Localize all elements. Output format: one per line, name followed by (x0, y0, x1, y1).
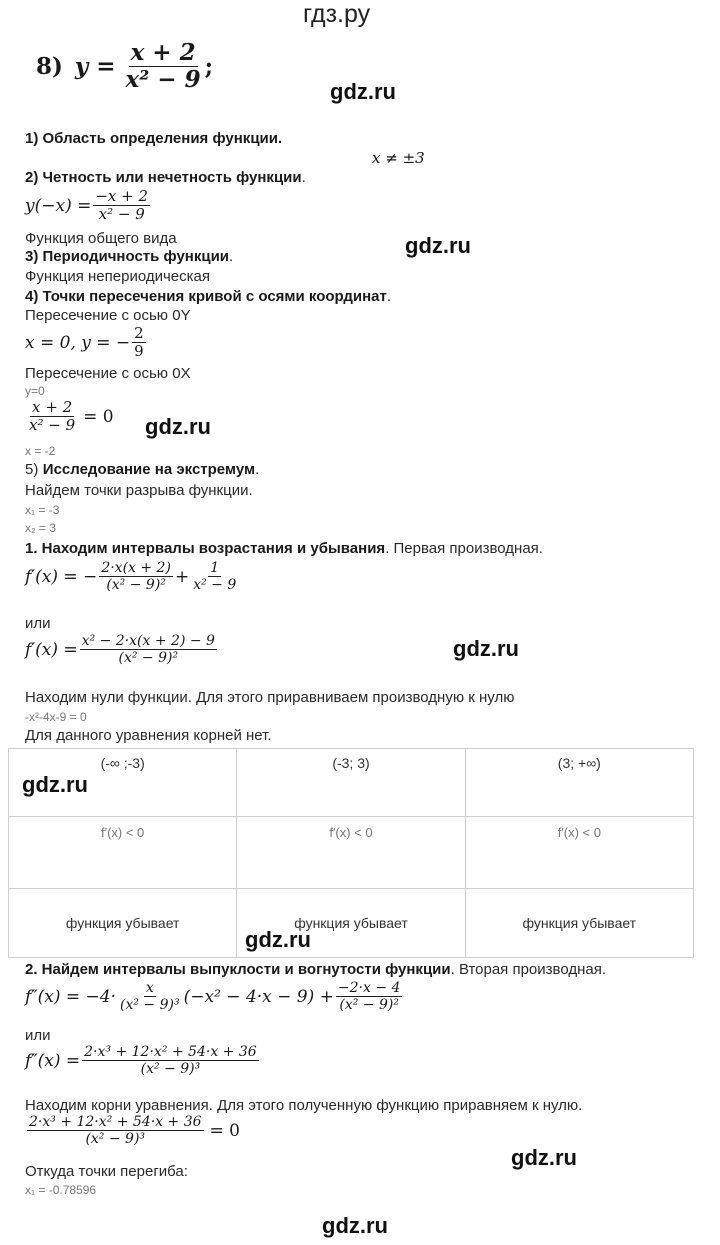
oy-equation: x = 0, y = − (25, 332, 131, 353)
parity-formula (25, 188, 152, 224)
task-fraction (124, 40, 203, 94)
interval-cell: (3; +∞) (465, 749, 693, 817)
sd-mid: (−x² − 4·x − 9) + (183, 986, 334, 1007)
ox-fraction (27, 399, 77, 435)
oy-fraction (132, 325, 146, 361)
y-zero: y=0 (25, 384, 45, 398)
sd2-num: 2·x³ + 12·x² + 54·x + 36 (84, 1044, 257, 1060)
section-2-title: 2) Четность или нечетность функции (25, 169, 302, 186)
fd-lhs: f′(x) = − (25, 566, 98, 587)
inflection-equation (25, 1114, 240, 1147)
ox-denominator: x² − 9 (29, 416, 76, 435)
section-5-dot: . (255, 461, 260, 478)
first-derivative-formula (25, 560, 240, 593)
inflection-text: Откуда точки перегиба: (25, 1163, 188, 1180)
sd2-lhs: f″(x) = (25, 1050, 81, 1071)
oy-label: Пересечение с осью 0Y (25, 307, 191, 324)
section-5-number: 5) (25, 461, 39, 478)
section-5-title: Исследование на экстремум (42, 461, 256, 478)
second-derivative-tail: . Вторая производная. (450, 961, 607, 978)
break-points-text: Найдем точки разрыва функции. (25, 482, 253, 499)
ox-formula (25, 399, 114, 435)
x-root: x = -2 (25, 444, 56, 458)
first-derivative-title: 1. Находим интервалы возрастания и убывания (25, 540, 386, 557)
sign-cell: f′(x) < 0 (9, 817, 237, 889)
eq-fraction (27, 1114, 204, 1147)
fd2-lhs: f′(x) = (25, 639, 78, 660)
sd-term2-num: −2·x − 4 (337, 980, 401, 996)
fd2-num: x² − 2·x(x + 2) − 9 (81, 633, 215, 649)
behaviour-cell: функция убывает (465, 889, 693, 958)
watermark: gdz.ru (330, 79, 396, 104)
parity-lhs: y(−x) = (25, 195, 92, 216)
sd-term1 (118, 980, 182, 1013)
task-denominator: x² − 9 (125, 66, 201, 94)
parity-fraction (93, 188, 150, 224)
intervals-row (9, 749, 694, 817)
second-derivative-formula (25, 980, 404, 1013)
behaviour-row (9, 889, 694, 958)
break-point-1: x₁ = -3 (25, 503, 60, 517)
section-5-heading (25, 461, 259, 479)
watermark: gdz.ru (405, 233, 471, 258)
task-numerator: x + 2 (130, 39, 196, 66)
fd-term1-num: 2·x(x + 2) (101, 560, 171, 576)
sd-lhs: f″(x) = −4· (25, 986, 117, 1007)
second-derivative-simplified (25, 1044, 261, 1077)
oy-denominator: 9 (134, 342, 144, 361)
task-semicolon: ; (204, 53, 214, 81)
watermark: gdz.ru (245, 927, 311, 952)
eq-den: (x² − 9)³ (85, 1131, 146, 1148)
sd-term1-den: (x² − 9)³ (120, 997, 180, 1014)
sd-term2-den: (x² − 9)² (339, 997, 399, 1014)
sign-cell: f′(x) < 0 (465, 817, 693, 889)
or-label-2: или (25, 1027, 51, 1044)
interval-cell: (-3; 3) (237, 749, 465, 817)
parity-denominator: x² − 9 (98, 205, 145, 224)
ox-numerator: x + 2 (32, 398, 73, 416)
parity-result: Функция общего вида (25, 230, 177, 247)
task-y: y = (74, 53, 116, 81)
sd-term2 (336, 980, 403, 1013)
first-derivative-tail: . Первая производная. (385, 540, 543, 557)
ox-label: Пересечение с осью 0X (25, 365, 191, 382)
section-3-dot: . (229, 248, 234, 265)
section-3-heading (25, 248, 233, 266)
eq-num: 2·x³ + 12·x² + 54·x + 36 (29, 1114, 202, 1130)
second-derivative-heading (25, 961, 606, 979)
section-2-heading (25, 169, 306, 187)
task-formula (36, 40, 213, 94)
watermark: gdz.ru (322, 1213, 388, 1238)
sign-cell: f′(x) < 0 (237, 817, 465, 889)
first-derivative-heading (25, 540, 543, 558)
fd-term2-num: 1 (210, 560, 220, 576)
ox-rhs: = 0 (83, 406, 114, 427)
sd2-den: (x² − 9)³ (140, 1061, 201, 1078)
fd-term2-den: x² − 9 (193, 577, 237, 594)
watermark: gdz.ru (453, 636, 519, 661)
inflection-point: x₁ = -0.78596 (25, 1183, 97, 1197)
section-3-title: 3) Периодичность функции (25, 248, 230, 265)
section-2-dot: . (301, 169, 306, 186)
behaviour-cell: функция убывает (9, 889, 237, 958)
oy-numerator: 2 (134, 324, 144, 342)
section-4-title: 4) Точки пересечения кривой с осями координат (25, 288, 387, 305)
task-number: 8) (36, 53, 63, 81)
site-header: гдз.ру (303, 0, 371, 28)
fd-plus: + (174, 566, 190, 587)
first-derivative-simplified (25, 633, 219, 666)
section-1-heading: 1) Область определения функции. (25, 130, 283, 147)
zeros-equation: -x²-4x-9 = 0 (25, 710, 87, 724)
parity-numerator: −x + 2 (95, 187, 149, 205)
fd-term1 (99, 560, 173, 593)
fd-term2 (191, 560, 238, 593)
watermark: gdz.ru (145, 414, 211, 439)
section-4-heading (25, 288, 391, 306)
intervals-table (8, 748, 694, 958)
eq-rhs: = 0 (209, 1120, 240, 1141)
fd2-den: (x² − 9)² (118, 650, 179, 667)
no-roots-text: Для данного уравнения корней нет. (25, 727, 272, 744)
domain-condition: x ≠ ±3 (372, 149, 425, 167)
interval-cell: (-∞ ;-3) (9, 749, 237, 817)
fd2-fraction (80, 633, 217, 666)
second-derivative-title: 2. Найдем интервалы выпуклости и вогнутости функции (25, 961, 451, 978)
section-4-dot: . (386, 288, 391, 305)
zeros-text: Находим нули функции. Для этого приравниваем производную к нулю (25, 689, 515, 706)
fd-term1-den: (x² − 9)² (106, 577, 166, 594)
watermark: gdz.ru (511, 1145, 577, 1170)
oy-formula (25, 325, 148, 361)
signs-row (9, 817, 694, 889)
sd-term1-num: x (145, 980, 154, 996)
behaviour-cell: функция убывает (237, 889, 465, 958)
watermark: gdz.ru (22, 772, 88, 797)
sd2-fraction (82, 1044, 259, 1077)
roots-text: Находим корни уравнения. Для этого полученную функцию приравняем к нулю. (25, 1097, 583, 1114)
or-label: или (25, 615, 51, 632)
break-point-2: x₂ = 3 (25, 521, 57, 535)
period-result: Функция непериодическая (25, 268, 210, 285)
